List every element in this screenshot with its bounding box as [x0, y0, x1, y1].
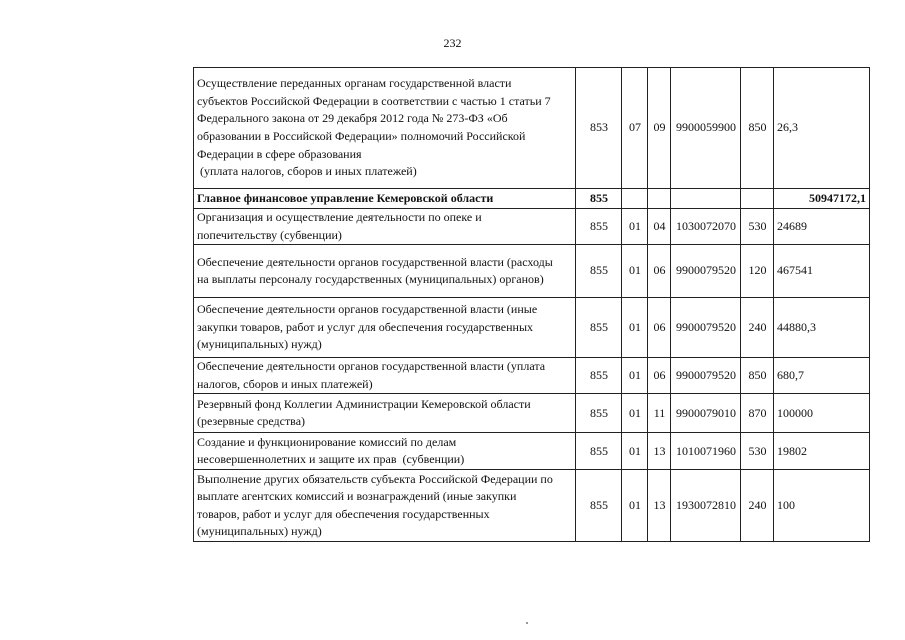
- expense-name-line: (муниципальных) нужд): [197, 337, 322, 352]
- table-row: [194, 298, 870, 358]
- expense-type-cell: 850: [741, 358, 774, 394]
- table-row: [194, 433, 870, 470]
- expense-name-line: Осуществление переданных органам государственной власти: [197, 76, 512, 91]
- target-article-cell: 9900079520: [671, 298, 741, 358]
- expense-name-line: Создание и функционирование комиссий по делам: [197, 434, 457, 449]
- table-row: [194, 470, 870, 542]
- target-article-cell: 9900079520: [671, 245, 741, 298]
- expense-name-cell: [194, 358, 576, 394]
- expense-name-cell: [194, 189, 576, 209]
- expense-name-line: на выплаты персоналу государственных (муниципальных) органов): [197, 272, 544, 287]
- section-code-cell: 01: [622, 358, 648, 394]
- expense-name-cell: [194, 433, 576, 470]
- expense-type-cell: 850: [741, 68, 774, 189]
- expense-name-cell: [194, 68, 576, 189]
- subsection-code-cell: 06: [648, 298, 671, 358]
- subsection-code-cell: [648, 189, 671, 209]
- amount-cell: 467541: [774, 245, 870, 298]
- ministry-code-cell: 855: [576, 209, 622, 245]
- expense-name-line: выплате агентских комиссий и вознаграждений (иные закупки: [197, 489, 517, 504]
- amount-cell: 50947172,1: [774, 189, 870, 209]
- section-code-cell: 01: [622, 470, 648, 542]
- subsection-code-cell: 06: [648, 358, 671, 394]
- page-number: 232: [443, 36, 462, 50]
- section-code-cell: 01: [622, 394, 648, 433]
- expense-type-cell: 240: [741, 298, 774, 358]
- expense-name-line: Резервный фонд Коллегии Администрации Кемеровской области: [197, 396, 531, 411]
- expense-name-line: Главное финансовое управление Кемеровской области: [197, 190, 494, 205]
- amount-cell: 100: [774, 470, 870, 542]
- expense-name-line: Организация и осуществление деятельности по опеке и: [197, 210, 482, 224]
- amount-cell: 44880,3: [774, 298, 870, 358]
- expense-type-cell: [741, 189, 774, 209]
- expense-name-cell: [194, 298, 576, 358]
- expense-name-line: товаров, работ и услуг для обеспечения государственных: [197, 506, 490, 521]
- ministry-code-cell: 855: [576, 189, 622, 209]
- subsection-code-cell: 13: [648, 470, 671, 542]
- subsection-code-cell: 06: [648, 245, 671, 298]
- target-article-cell: 1030072070: [671, 209, 741, 245]
- ministry-code-cell: 855: [576, 470, 622, 542]
- expense-name-line: (уплата налогов, сборов и иных платежей): [197, 164, 417, 179]
- expense-name-cell: [194, 394, 576, 433]
- expense-name-line: (резервные средства): [197, 414, 306, 429]
- expense-name-line: (муниципальных) нужд): [197, 524, 322, 539]
- expense-name-line: закупки товаров, работ и услуг для обеспечения государственных: [197, 319, 534, 334]
- expense-type-cell: 870: [741, 394, 774, 433]
- target-article-cell: 9900059900: [671, 68, 741, 189]
- subsection-code-cell: 04: [648, 209, 671, 245]
- expense-name-line: Федерации в сфере образования: [197, 146, 362, 161]
- subsection-code-cell: 11: [648, 394, 671, 433]
- table-row: [194, 209, 870, 245]
- expense-name-line: налогов, сборов и иных платежей): [197, 376, 373, 391]
- expense-type-cell: 120: [741, 245, 774, 298]
- budget-table: [193, 67, 870, 542]
- target-article-cell: 1930072810: [671, 470, 741, 542]
- expense-name-line: субъектов Российской Федерации в соответствии с частью 1 статьи 7: [197, 93, 551, 108]
- target-article-cell: 9900079520: [671, 358, 741, 394]
- ministry-code-cell: 855: [576, 298, 622, 358]
- expense-name-cell: [194, 470, 576, 542]
- expense-type-cell: 530: [741, 209, 774, 245]
- expense-name-cell: [194, 209, 576, 245]
- table-row: [194, 394, 870, 433]
- table-row: [194, 68, 870, 189]
- subsection-code-cell: 13: [648, 433, 671, 470]
- target-article-cell: [671, 189, 741, 209]
- amount-cell: 100000: [774, 394, 870, 433]
- expense-name-line: Выполнение других обязательств субъекта Российской Федерации по: [197, 471, 553, 486]
- scan-speck: [526, 622, 528, 624]
- section-code-cell: [622, 189, 648, 209]
- expense-name-line: образовании в Российской Федерации» полномочий Российской: [197, 129, 526, 143]
- table-row: [194, 358, 870, 394]
- section-code-cell: 01: [622, 298, 648, 358]
- table-row: [194, 245, 870, 298]
- subsection-code-cell: 09: [648, 68, 671, 189]
- expense-name-line: Обеспечение деятельности органов государственной власти (расходы: [197, 254, 553, 269]
- ministry-code-cell: 855: [576, 245, 622, 298]
- expense-type-cell: 530: [741, 433, 774, 470]
- amount-cell: 26,3: [774, 68, 870, 189]
- amount-cell: 24689: [774, 209, 870, 245]
- ministry-code-cell: 855: [576, 394, 622, 433]
- target-article-cell: 1010071960: [671, 433, 741, 470]
- expense-name-line: Обеспечение деятельности органов государственной власти (иные: [197, 302, 538, 317]
- expense-name-cell: [194, 245, 576, 298]
- table-row: [194, 189, 870, 209]
- expense-name-line: несовершеннолетних и защите их прав (субвенции): [197, 452, 465, 467]
- amount-cell: 19802: [774, 433, 870, 470]
- section-code-cell: 01: [622, 245, 648, 298]
- expense-name-line: Федерального закона от 29 декабря 2012 года № 273-ФЗ «Об: [197, 111, 508, 126]
- expense-type-cell: 240: [741, 470, 774, 542]
- section-code-cell: 07: [622, 68, 648, 189]
- section-code-cell: 01: [622, 209, 648, 245]
- target-article-cell: 9900079010: [671, 394, 741, 433]
- ministry-code-cell: 853: [576, 68, 622, 189]
- expense-name-line: Обеспечение деятельности органов государственной власти (уплата: [197, 359, 546, 374]
- section-code-cell: 01: [622, 433, 648, 470]
- amount-cell: 680,7: [774, 358, 870, 394]
- ministry-code-cell: 855: [576, 433, 622, 470]
- expense-name-line: попечительству (субвенции): [197, 227, 342, 242]
- ministry-code-cell: 855: [576, 358, 622, 394]
